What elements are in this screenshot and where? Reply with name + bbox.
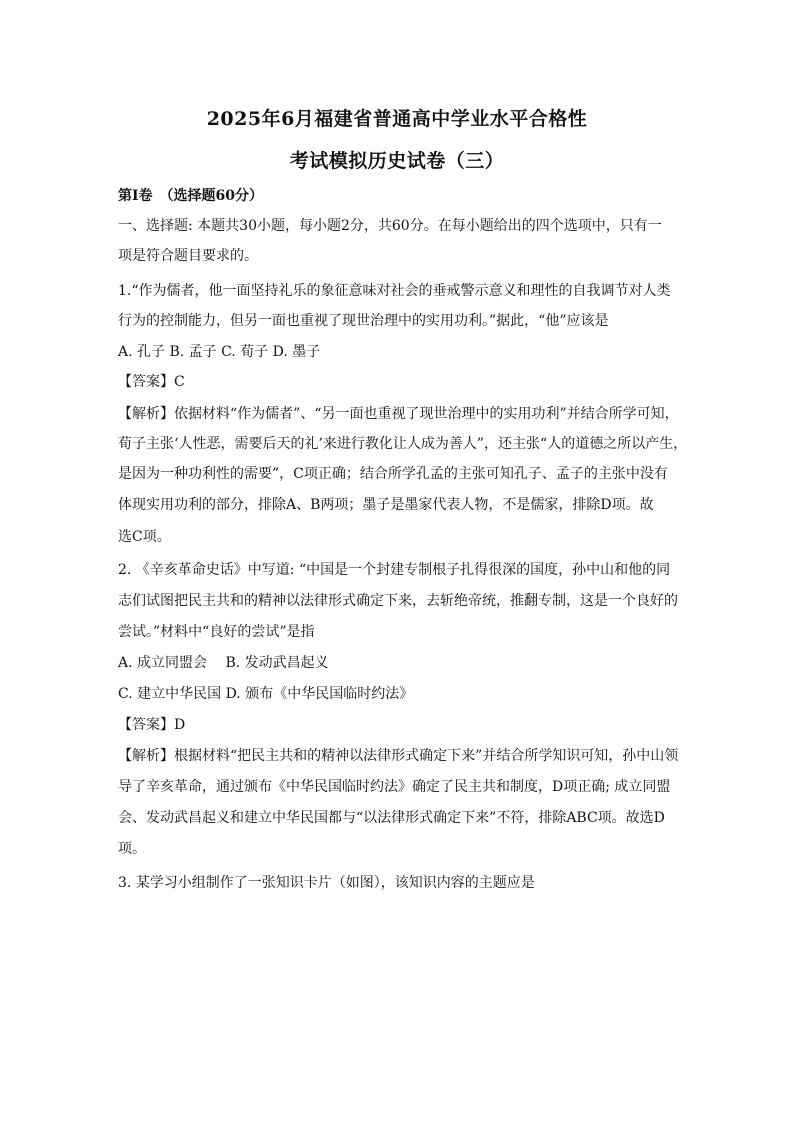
question-2-stem: 尝试。”材料中“良好的尝试”是指 <box>118 624 315 640</box>
question-1-analysis: 选C项。 <box>118 529 171 545</box>
question-2-analysis: 会、发动武昌起义和建立中华民国都与“以法律形式确定下来”不符，排除ABC项。故选D <box>118 810 665 826</box>
question-1-stem: 1.“作为儒者，他一面坚持礼乐的象征意味对社会的垂戒警示意义和理性的自我调节对人类 <box>118 283 671 299</box>
instruction-line: 项是符合题目要求的。 <box>118 248 258 264</box>
exam-title-line-1: 2025年6月福建省普通高中学业水平合格性 <box>206 108 588 130</box>
instruction-line: 一、选择题: 本题共30小题，每小题2分，共60分。在每小题给出的四个选项中，只有一 <box>118 218 662 234</box>
question-2-stem: 2. 《辛亥革命史话》中写道: “中国是一个封建专制根子扎得很深的国度，孙中山和他的同 <box>118 562 671 578</box>
question-2-answer: 【答案】D <box>118 717 186 733</box>
question-2-stem: 志们试图把民主共和的精神以法律形式确定下来，去斩绝帝统，推翻专制，这是一个良好的 <box>118 593 678 609</box>
question-1-answer: 【答案】C <box>118 374 185 390</box>
question-3-stem: 3. 某学习小组制作了一张知识卡片（如图），该知识内容的主题应是 <box>118 875 535 891</box>
section-heading: 第Ⅰ卷 （选择题60分） <box>118 188 264 204</box>
question-1-stem: 行为的控制能力，但另一面也重视了现世治理中的实用功利。”据此，“他”应该是 <box>118 313 609 329</box>
question-2-options: C. 建立中华民国 D. 颁布《中华民国临时约法》 <box>118 686 414 702</box>
question-1-analysis: 体现实用功利的部分，排除A、B两项；墨子是墨家代表人物，不是儒家，排除D项。故 <box>118 497 654 513</box>
question-1-options: A. 孔子 B. 孟子 C. 荀子 D. 墨子 <box>118 344 321 360</box>
question-2-analysis: 【解析】根据材料“把民主共和的精神以法律形式确定下来”并结合所学知识可知，孙中山领 <box>118 748 679 764</box>
exam-title-line-2: 考试模拟历史试卷（三） <box>289 150 505 172</box>
question-1-analysis: 是因为一种功利性的需要”，C项正确；结合所学孔孟的主张可知孔子、孟子的主张中没有 <box>118 466 668 482</box>
question-2-analysis: 导了辛亥革命，通过颁布《中华民国临时约法》确定了民主共和制度，D项正确; 成立同盟 <box>118 779 671 795</box>
question-1-analysis: 【解析】依据材料“作为儒者”、“另一面也重视了现世治理中的实用功利”并结合所学可知， <box>118 406 679 422</box>
question-2-options: A. 成立同盟会 B. 发动武昌起义 <box>118 655 329 671</box>
question-1-analysis: 荀子主张‘人性恶，需要后天的礼’来进行教化让人成为善人”，还主张“人的道德之所以产生， <box>118 436 688 452</box>
question-2-analysis: 项。 <box>118 841 146 857</box>
